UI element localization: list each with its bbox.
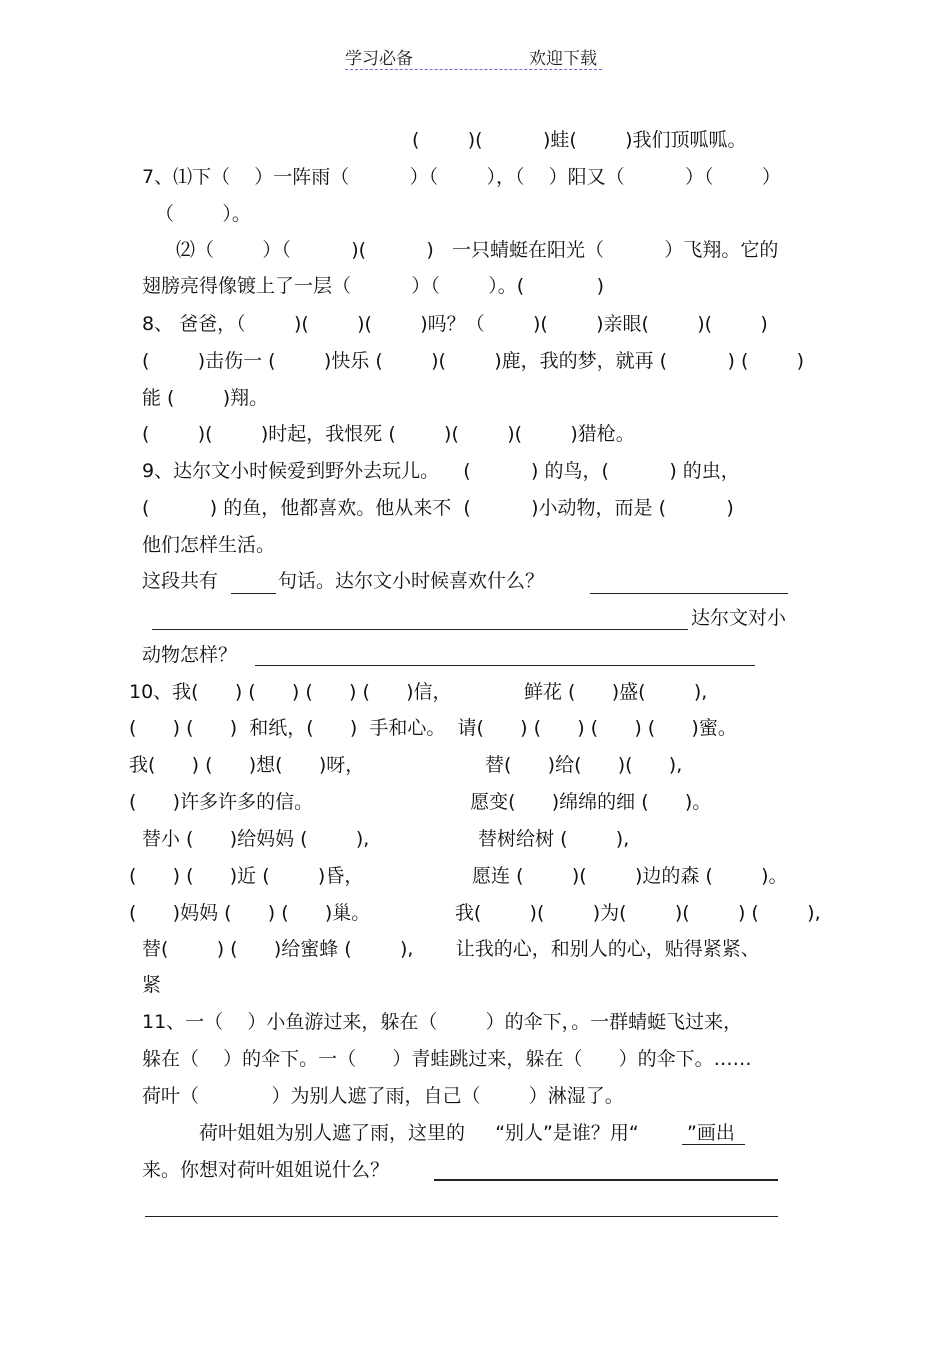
text-line: 这段共有	[142, 570, 225, 592]
question-10-line: 10、我( ) ( ) ( ) ( )信， 鲜花 ( )盛( ),	[129, 681, 708, 703]
question-8-line: 8、 爸爸，（ )( )( )吗？（ )( )亲眼( )( )	[142, 313, 768, 335]
answer-blank	[590, 593, 788, 594]
text-line: 躲在（ ）的伞下。一（ ）青蛙跳过来，躲在（ ）的伞下。……	[142, 1048, 752, 1070]
text-line: 替( ) ( )给蜜蜂 ( ), 让我的心，和别人的心，贴得紧紧、	[142, 938, 760, 960]
text-line: 动物怎样？	[142, 644, 238, 666]
text-line: ( )击伤一 ( )快乐 ( )( )鹿，我的梦，就再 ( ) ( )	[142, 350, 805, 372]
header-right-text: 欢迎下载	[529, 49, 597, 69]
answer-blank	[255, 665, 755, 666]
text-line: （ ）。	[155, 203, 251, 225]
header-left-text: 学习必备	[345, 49, 413, 69]
question-7-line: 7、⑴下（ ）一阵雨（ ）（ ），（ ）阳又（ ）（ ）	[142, 166, 781, 188]
text-line: 荷叶姐姐为别人遮了雨，这里的 “别人”是谁？用“ ”画出	[199, 1122, 735, 1144]
answer-blank	[682, 1144, 745, 1145]
answer-blank	[434, 1179, 778, 1181]
text-line: ( ) ( ) 和纸，( ) 手和心。 请( ) ( ) ( ) ( )蜜。	[129, 717, 737, 739]
answer-blank	[152, 629, 688, 630]
text-line: ( )( )时起，我恨死 ( )( )( )猎枪。	[142, 423, 635, 445]
answer-blank	[145, 1216, 778, 1217]
text-line: 他们怎样生活。	[142, 534, 276, 556]
answer-blank	[231, 593, 276, 594]
text-line: ( ) 的鱼，他都喜欢。他从来不 ( )小动物，而是 ( )	[142, 497, 734, 519]
text-line: ( )妈妈 ( ) ( )巢。 我( )( )为( )( ) ( ),	[129, 902, 821, 924]
header-divider	[345, 69, 602, 70]
text-line: 能 ( )翔。	[142, 387, 269, 409]
text-line: 达尔文对小	[691, 607, 787, 629]
question-11-line: 11、一（ ）小鱼游过来，躲在（ ）的伞下，。一群蜻蜓飞过来，	[142, 1011, 743, 1033]
text-line: ( )( )蛙( )我们顶呱呱。	[412, 129, 747, 151]
text-line: 替小 ( )给妈妈 ( ), 替树给树 ( ),	[142, 828, 630, 850]
text-line: ⑵（ ）（ )( ) 一只蜻蜓在阳光（ ）飞翔。它的	[176, 239, 779, 261]
text-line: 我( ) ( )想( )呀， 替( )给( )( ),	[129, 754, 683, 776]
text-line: 荷叶（ ）为别人遮了雨，自己（ ）淋湿了。	[142, 1085, 624, 1107]
text-line: ( ) ( )近 ( )昏， 愿连 ( )( )边的森 ( )。	[129, 865, 788, 887]
text-line: 来。你想对荷叶姐姐说什么？	[142, 1159, 390, 1181]
text-line: ( )许多许多的信。 愿变( )绵绵的细 ( )。	[129, 791, 712, 813]
text-line: 句话。达尔文小时候喜欢什么？	[278, 570, 545, 592]
text-line: 紧	[142, 974, 162, 996]
question-9-line: 9、达尔文小时候爱到野外去玩儿。 ( ) 的鸟，( ) 的虫，	[142, 460, 740, 482]
text-line: 翅膀亮得像镀上了一层（ ）（ ）。( )	[142, 275, 605, 297]
